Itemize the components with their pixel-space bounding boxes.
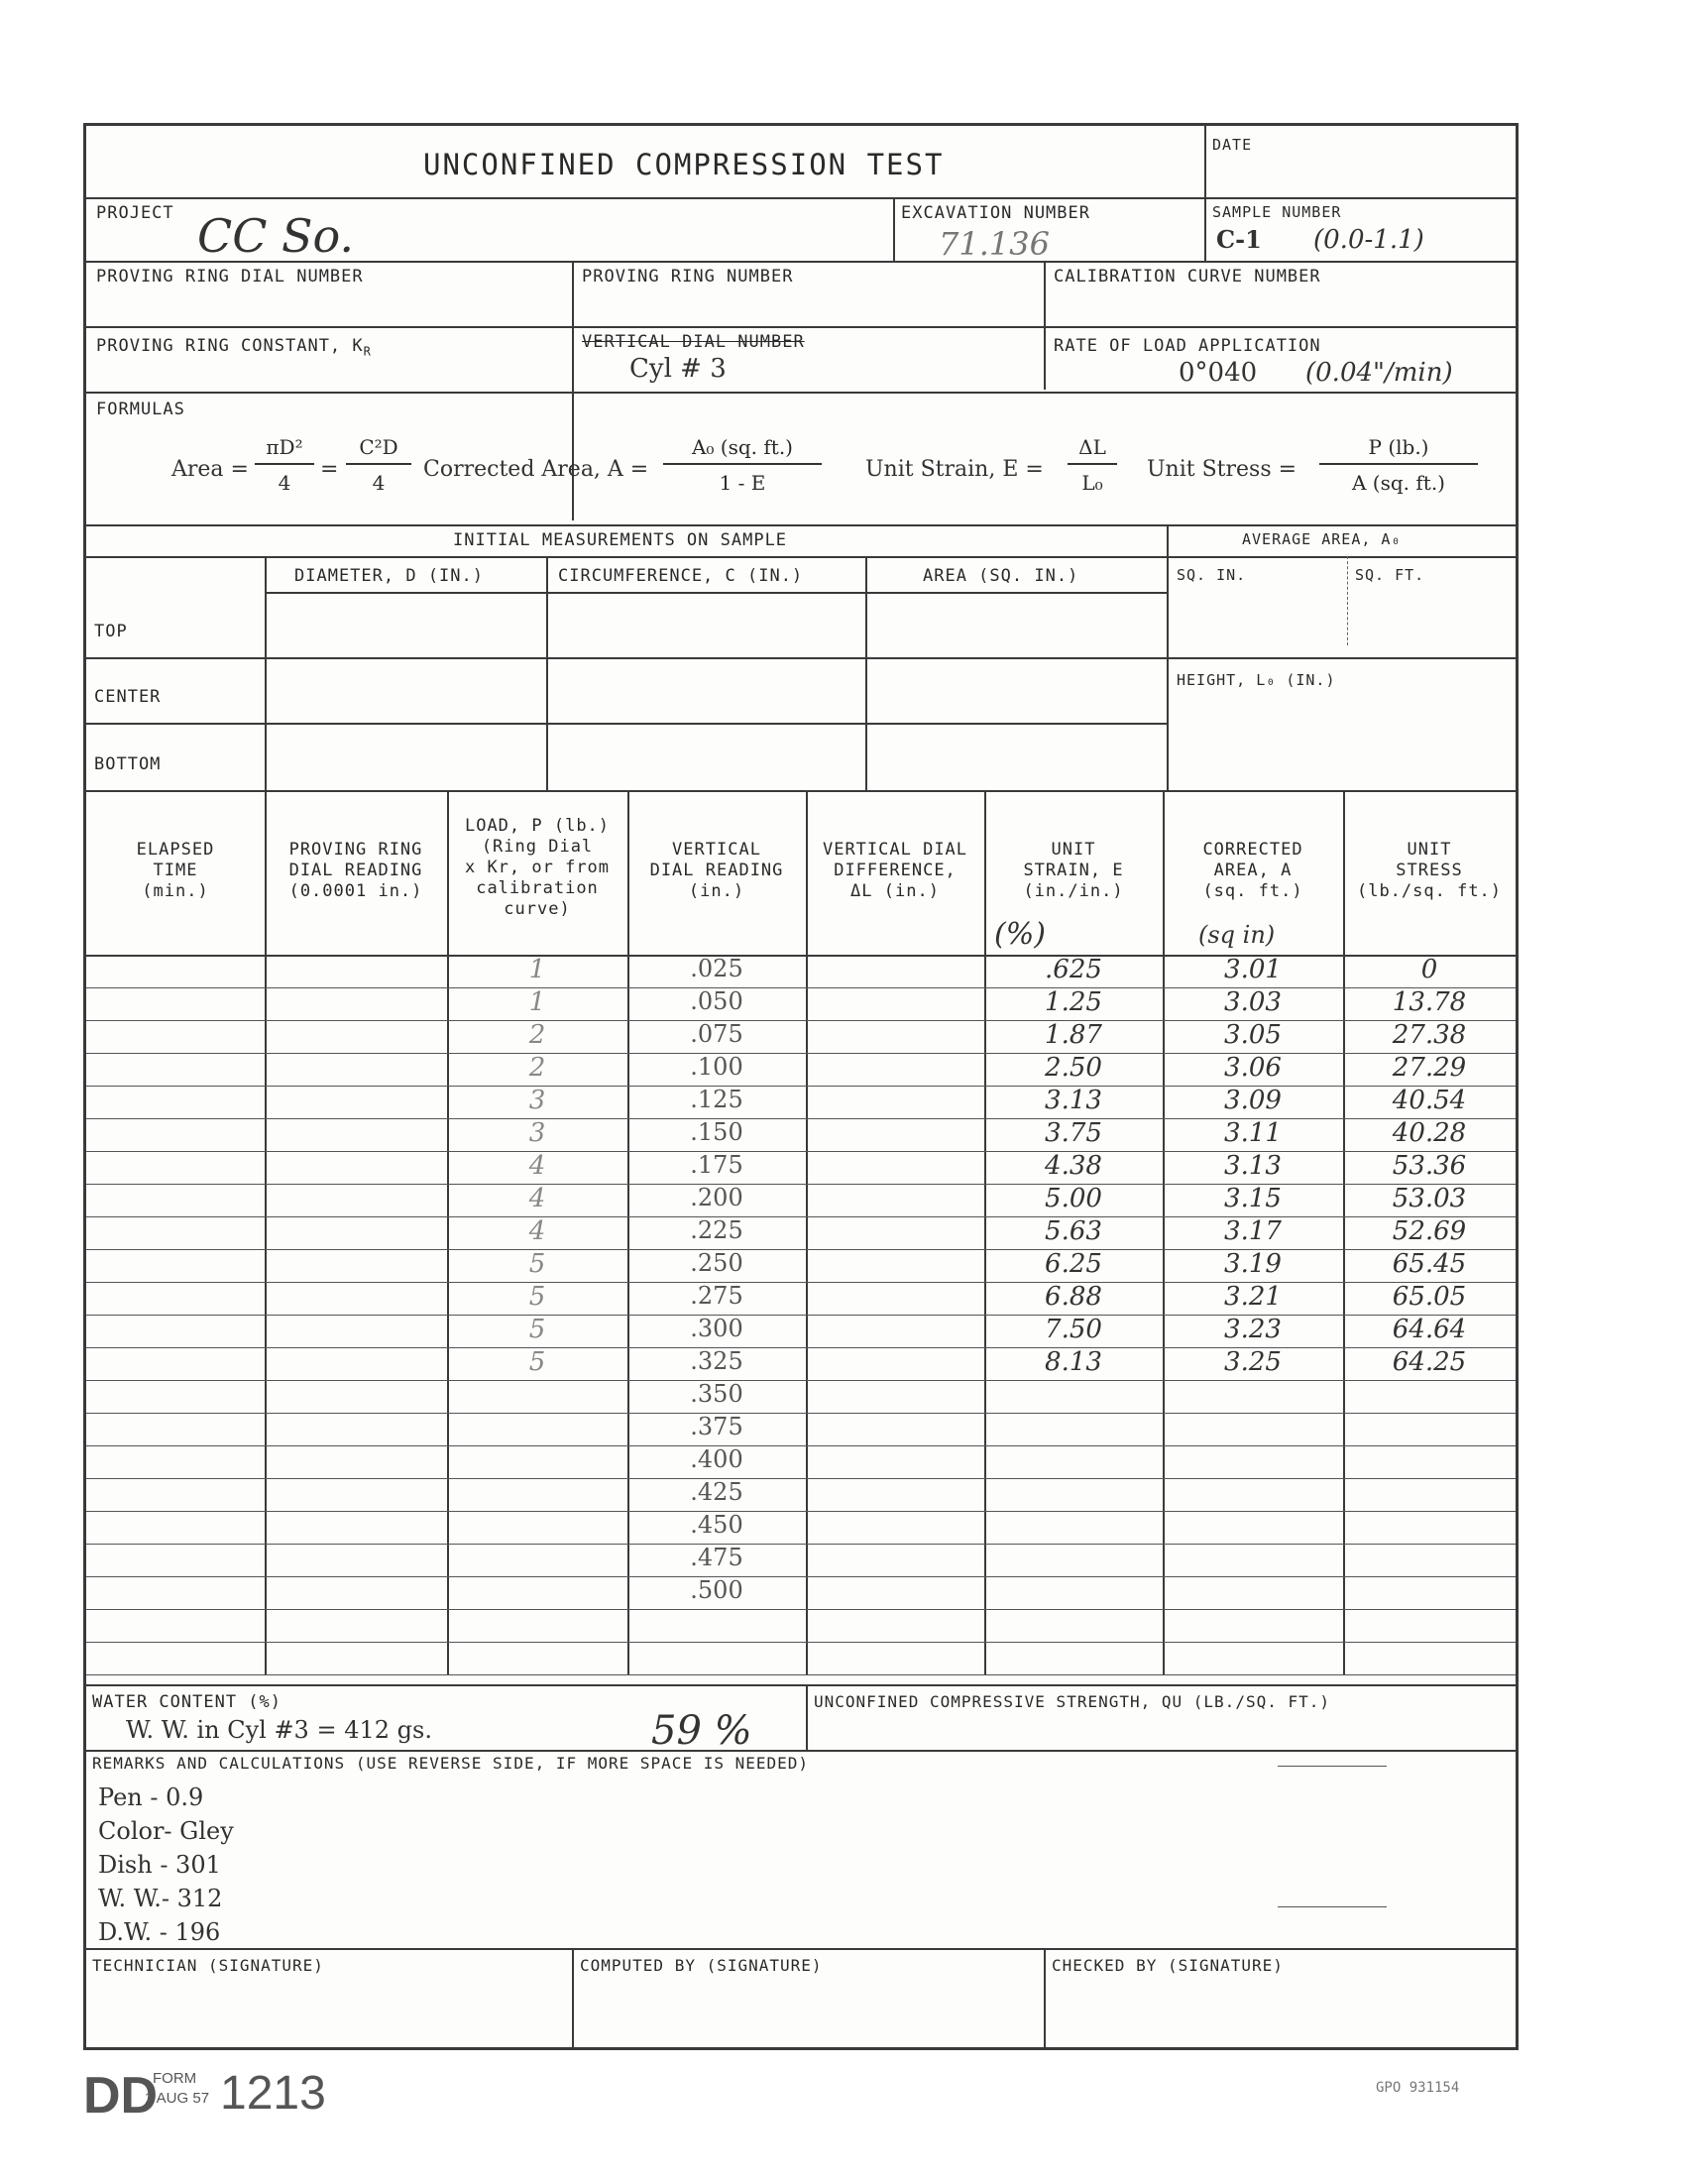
table-row [86,1118,1516,1151]
computed-by-label: COMPUTED BY (SIGNATURE) [580,1956,823,1975]
technician-label: TECHNICIAN (SIGNATURE) [92,1956,324,1975]
ring-constant-label: PROVING RING CONSTANT, $K_R$ [96,336,372,359]
load-cell: 2 [528,1053,546,1083]
project-value: CC So. [197,209,355,263]
stress-cell: 65.05 [1392,1282,1467,1312]
initial-measurements-label: INITIAL MEASUREMENTS ON SAMPLE [453,530,788,550]
table-row [86,955,1516,987]
load-cell: 3 [528,1086,546,1115]
sq-in-label: SQ. IN. [1177,566,1247,584]
strain-cell: 3.75 [1045,1118,1102,1148]
table-row [86,1249,1516,1282]
load-cell: 4 [528,1216,546,1246]
corrected-area-cell: 3.06 [1224,1053,1282,1083]
stress-cell: 40.54 [1392,1086,1467,1115]
load-cell: 3 [528,1118,546,1148]
sample-range: (0.0-1.1) [1313,225,1424,255]
circumference-label: CIRCUMFERENCE, C (IN.) [558,566,804,586]
sq-ft-label: SQ. FT. [1355,566,1425,584]
form-number: 1213 [220,2067,326,2120]
formulas-label: FORMULAS [96,400,185,419]
stress-cell: 0 [1420,955,1438,984]
strain-cell: 8.13 [1045,1347,1102,1377]
load-cell: 1 [528,987,546,1017]
corrected-area-cell: 3.09 [1224,1086,1282,1115]
top-label: TOP [94,622,128,641]
corrected-area-cell: 3.01 [1224,955,1282,984]
height-label: HEIGHT, L₀ (IN.) [1177,671,1336,689]
corrected-area-cell: 3.25 [1224,1347,1282,1377]
table-row [86,1478,1516,1511]
table-row [86,987,1516,1020]
formula-corrected: $\frac{\text{A₀ (sq. ft.)}}{1 - E}$ [663,435,822,495]
strain-cell: .625 [1045,955,1102,984]
table-header-3: VERTICAL DIAL READING (in.) [649,840,784,901]
vertical-dial-cell: .500 [690,1576,743,1604]
rate-value: 0°040 [1179,358,1258,388]
table-row [86,1086,1516,1118]
corrected-area-cell: 3.15 [1224,1184,1282,1213]
table-row [86,1544,1516,1576]
form-title: UNCONFINED COMPRESSION TEST [423,148,945,181]
load-cell: 2 [528,1020,546,1050]
strain-unit-note: (%) [994,917,1046,952]
table-row [86,1609,1516,1642]
load-cell: 1 [528,955,546,984]
ring-dial-label: PROVING RING DIAL NUMBER [96,267,364,287]
table-row [86,1151,1516,1184]
date-label: DATE [1212,136,1253,154]
strain-cell: 4.38 [1045,1151,1102,1181]
corrected-area-cell: 3.11 [1224,1118,1282,1148]
table-header-6: CORRECTED AREA, A (sq. ft.) [1202,840,1303,901]
load-cell: 5 [528,1347,546,1377]
vertical-dial-cell: .250 [690,1249,743,1277]
stress-cell: 40.28 [1392,1118,1467,1148]
ucs-label: UNCONFINED COMPRESSIVE STRENGTH, QU (LB./SQ. FT.) [814,1692,1331,1711]
remarks-label: REMARKS AND CALCULATIONS (USE REVERSE SIDE, IF MORE SPACE IS NEEDED) [92,1754,810,1773]
remark-line: D.W. - 196 [98,1918,221,1946]
stress-cell: 27.29 [1392,1053,1467,1083]
formula-strain-label: Unit Strain, E = [865,457,1044,482]
table-header-7: UNIT STRESS (lb./sq. ft.) [1356,840,1503,901]
remark-line: Color- Gley [98,1817,234,1845]
rate-value-inches: (0.04"/min) [1305,358,1453,388]
formula-strain: $\frac{\Delta L}{\text{L₀}}$ [1068,435,1117,495]
vertical-dial-cell: .400 [690,1445,743,1473]
gpo-number: GPO 931154 [1376,2080,1460,2096]
strain-cell: 2.50 [1045,1053,1102,1083]
form-word: FORM [153,2070,197,2087]
corrected-area-cell: 3.17 [1224,1216,1282,1246]
load-cell: 5 [528,1315,546,1344]
load-cell: 5 [528,1249,546,1279]
excavation-value: 71.136 [939,225,1050,263]
water-content-value: W. W. in Cyl #3 = 412 gs. [126,1716,432,1744]
table-header-1: PROVING RING DIAL READING (0.0001 in.) [288,840,423,901]
data-table [86,790,1516,1682]
table-row [86,1576,1516,1609]
stress-cell: 53.36 [1392,1151,1467,1181]
table-row [86,1216,1516,1249]
table-header-2: LOAD, P (lb.) (Ring Dial x Kr, or from calibration curve) [464,816,611,919]
load-cell: 4 [528,1151,546,1181]
table-row [86,1413,1516,1445]
vertical-dial-cell: .300 [690,1315,743,1342]
strain-cell: 3.13 [1045,1086,1102,1115]
vertical-dial-cell: .150 [690,1118,743,1146]
stress-cell: 64.64 [1392,1315,1467,1344]
stress-cell: 27.38 [1392,1020,1467,1050]
vertical-dial-cell: .475 [690,1544,743,1571]
formula-c2d: $\frac{\text{C²D}}{4}$ [346,435,411,495]
water-content-percent: 59 % [651,1708,752,1754]
table-row [86,1642,1516,1674]
remark-line: Pen - 0.9 [98,1783,204,1811]
stress-cell: 64.25 [1392,1347,1467,1377]
vertical-dial-cell: .175 [690,1151,743,1179]
remark-line: Dish - 301 [98,1851,221,1879]
vertical-dial-cell: .100 [690,1053,743,1081]
corrected-area-cell: 3.19 [1224,1249,1282,1279]
load-cell: 4 [528,1184,546,1213]
remark-line: W. W.- 312 [98,1885,223,1912]
table-header-4: VERTICAL DIAL DIFFERENCE, ΔL (in.) [822,840,968,901]
stress-cell: 53.03 [1392,1184,1467,1213]
vertical-dial-cell: .200 [690,1184,743,1211]
table-row [86,1511,1516,1544]
formula-pi-d2: $\frac{\text{πD²}}{4}$ [255,435,314,495]
center-label: CENTER [94,687,162,707]
stress-cell: 13.78 [1392,987,1467,1017]
table-row [86,1282,1516,1315]
strain-cell: 7.50 [1045,1315,1102,1344]
strain-cell: 5.63 [1045,1216,1102,1246]
average-area-label: AVERAGE AREA, A₀ [1242,530,1402,548]
vertical-dial-cell: .225 [690,1216,743,1244]
table-row [86,1184,1516,1216]
table-header-5: UNIT STRAIN, E (in./in.) [1023,840,1124,901]
vertical-dial-cell: .450 [690,1511,743,1539]
excavation-label: EXCAVATION NUMBER [901,203,1090,223]
corrected-area-cell: 3.05 [1224,1020,1282,1050]
strain-cell: 6.88 [1045,1282,1102,1312]
strain-cell: 5.00 [1045,1184,1102,1213]
stress-cell: 52.69 [1392,1216,1467,1246]
table-row [86,1380,1516,1413]
vertical-dial-cell: .350 [690,1380,743,1408]
formula-stress-label: Unit Stress = [1147,457,1297,482]
form-date: 1 AUG 57 [145,2090,210,2107]
vertical-dial-cell: .025 [690,955,743,982]
bottom-label: BOTTOM [94,754,162,774]
load-cell: 5 [528,1282,546,1312]
formula-equals: = [320,457,339,482]
corrected-area-cell: 3.23 [1224,1315,1282,1344]
area-label: AREA (SQ. IN.) [923,566,1079,586]
sample-label: SAMPLE NUMBER [1212,203,1342,221]
table-row [86,1445,1516,1478]
water-content-label: WATER CONTENT (%) [92,1692,282,1712]
cylinder-number: Cyl # 3 [629,354,727,384]
compression-test-form [83,123,1519,2050]
diameter-label: DIAMETER, D (IN.) [294,566,484,586]
formula-stress: $\frac{P (lb.)}{A (sq. ft.)}$ [1319,435,1478,495]
table-row [86,1053,1516,1086]
vertical-dial-cell: .125 [690,1086,743,1113]
area-unit-note: (sq in) [1198,921,1276,949]
form-dd: DD [83,2067,159,2125]
struck-label: VERTICAL DIAL NUMBER [582,332,805,352]
stress-cell: 65.45 [1392,1249,1467,1279]
sample-value: C-1 [1216,225,1262,254]
vertical-dial-cell: .075 [690,1020,743,1048]
vertical-dial-cell: .050 [690,987,743,1015]
corrected-area-cell: 3.03 [1224,987,1282,1017]
vertical-dial-cell: .375 [690,1413,743,1440]
table-row [86,1020,1516,1053]
vertical-dial-cell: .425 [690,1478,743,1506]
corrected-area-cell: 3.21 [1224,1282,1282,1312]
calibration-label: CALIBRATION CURVE NUMBER [1054,267,1321,287]
project-label: PROJECT [96,203,174,223]
vertical-dial-cell: .275 [690,1282,743,1310]
table-header-0: ELAPSED TIME (min.) [136,840,215,901]
strain-cell: 1.25 [1045,987,1102,1017]
rate-label: RATE OF LOAD APPLICATION [1054,336,1321,356]
vertical-dial-cell: .325 [690,1347,743,1375]
table-row [86,1347,1516,1380]
formula-corrected-label: Corrected Area, A = [423,457,649,482]
formula-area-label: Area = [171,457,249,482]
strain-cell: 6.25 [1045,1249,1102,1279]
table-row [86,1315,1516,1347]
checked-by-label: CHECKED BY (SIGNATURE) [1052,1956,1284,1975]
corrected-area-cell: 3.13 [1224,1151,1282,1181]
ring-number-label: PROVING RING NUMBER [582,267,794,287]
strain-cell: 1.87 [1045,1020,1102,1050]
